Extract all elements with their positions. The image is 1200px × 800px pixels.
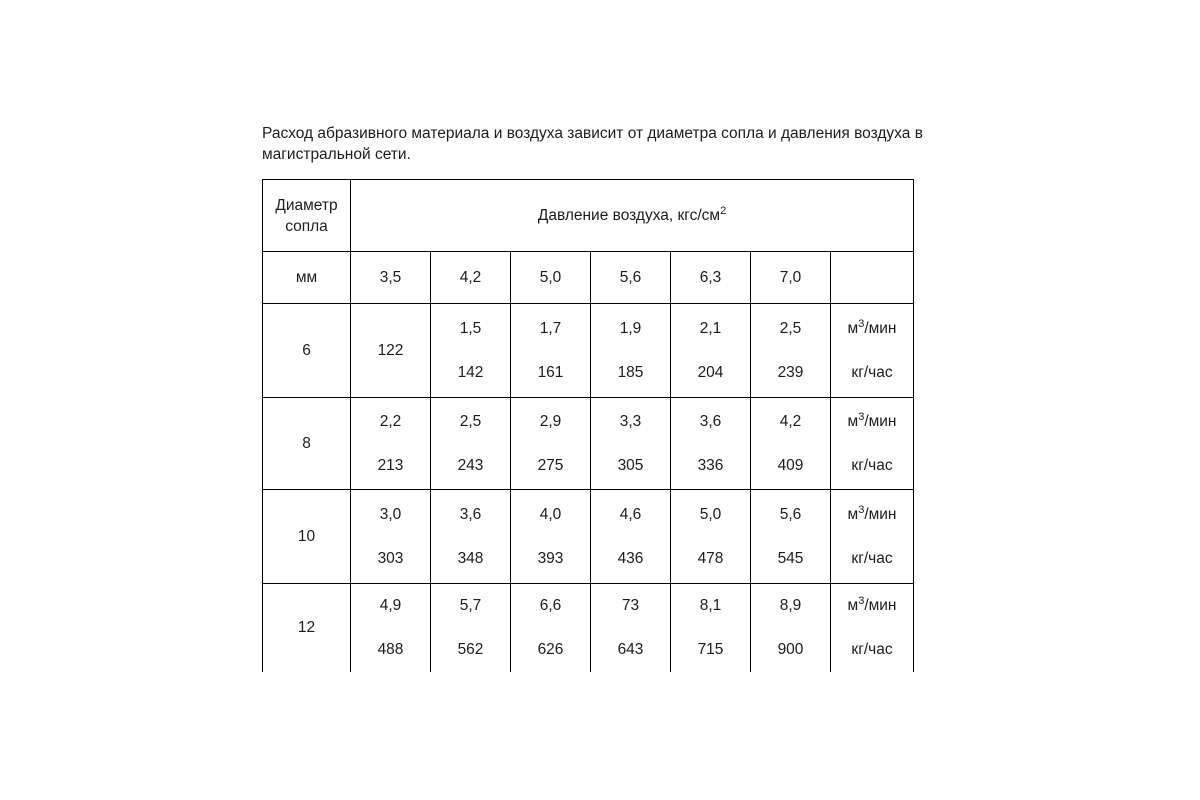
flow-unit-label: $м^3$/мин: [847, 594, 897, 614]
flow-unit-superscript: 3: [858, 503, 865, 516]
pressure-value-cell: 5,0: [511, 252, 591, 304]
units-cell: [831, 584, 914, 673]
pressure-header-cell: [351, 180, 914, 252]
table-row-diameter-6: [263, 304, 914, 398]
value-cell: [591, 304, 671, 398]
mass-unit-label: кг/час: [851, 641, 893, 658]
diameter-header-line1: Диаметр: [275, 196, 338, 214]
flow-value: 2,5: [459, 412, 482, 430]
units-cell: [831, 304, 914, 398]
flow-value: 3,6: [459, 505, 482, 523]
pressure-values-row: [263, 252, 914, 304]
intro-paragraph: [262, 123, 923, 165]
mass-value: 213: [377, 456, 404, 474]
diameter-cell: 8: [263, 398, 351, 490]
flow-value: 8,1: [699, 597, 722, 614]
consumption-table: [262, 179, 914, 672]
mass-value: 393: [537, 549, 564, 567]
flow-value: 2,9: [539, 412, 562, 430]
mass-value: 185: [617, 363, 644, 381]
pressure-value-cell: 7,0: [751, 252, 831, 304]
flow-value: 1,9: [619, 319, 642, 337]
value-cell: [351, 584, 431, 673]
value-cell: [431, 584, 511, 673]
mass-value: 488: [377, 641, 404, 658]
intro-line-1: Расход абразивного материала и воздуха зависит от диаметра сопла и давления воздуха в: [262, 125, 923, 142]
mass-value: 715: [697, 641, 724, 658]
pressure-value-cell: 3,5: [351, 252, 431, 304]
value-cell: [431, 398, 511, 490]
diameter-cell: 10: [263, 490, 351, 584]
value-cell: [511, 584, 591, 673]
mass-value: 142: [457, 363, 484, 381]
flow-value: 4,2: [779, 412, 802, 430]
single-value: 122: [377, 341, 404, 359]
mass-value: 239: [777, 363, 804, 381]
value-cell: [591, 398, 671, 490]
mass-value: 409: [777, 456, 804, 474]
mass-value: 900: [777, 641, 804, 658]
value-cell: [671, 398, 751, 490]
mass-value: 305: [617, 456, 644, 474]
diameter-cell: 12: [263, 584, 351, 673]
mass-value: 545: [777, 549, 804, 567]
value-cell: [431, 490, 511, 584]
mm-unit-cell: мм: [263, 252, 351, 304]
flow-unit-label: $м^3$/мин: [847, 503, 897, 523]
pressure-header-label: Давление воздуха, кгс/см: [537, 206, 721, 224]
value-cell: [751, 584, 831, 673]
flow-value: 5,7: [459, 597, 482, 614]
flow-value: 3,0: [379, 505, 402, 523]
value-cell: [591, 584, 671, 673]
value-cell: [751, 304, 831, 398]
flow-value: 4,0: [539, 505, 562, 523]
value-cell: [671, 584, 751, 673]
value-cell: [511, 398, 591, 490]
empty-cell: [831, 252, 914, 304]
flow-unit-superscript: 3: [858, 317, 865, 330]
flow-value: 4,9: [379, 597, 402, 614]
mass-value: 478: [697, 549, 724, 567]
mass-unit-label: кг/час: [851, 456, 893, 474]
flow-value: 1,7: [539, 319, 562, 337]
flow-value: 5,0: [699, 505, 722, 523]
flow-unit-superscript: 3: [858, 410, 865, 423]
diameter-cell: 6: [263, 304, 351, 398]
table-row-diameter-8: [263, 398, 914, 490]
mass-value: 336: [697, 456, 724, 474]
flow-value: 6,6: [539, 597, 562, 614]
flow-value: 73: [621, 597, 640, 614]
flow-value: 1,5: [459, 319, 482, 337]
flow-value: 5,6: [779, 505, 802, 523]
flow-value: 3,3: [619, 412, 642, 430]
mass-value: 243: [457, 456, 484, 474]
diameter-header-cell: [263, 180, 351, 252]
flow-value: 2,1: [699, 319, 722, 337]
mass-value: 275: [537, 456, 564, 474]
mass-value: 204: [697, 363, 724, 381]
mass-value: 348: [457, 549, 484, 567]
diameter-header-line2: сопла: [285, 217, 328, 235]
units-cell: [831, 398, 914, 490]
flow-value: 2,2: [379, 412, 402, 430]
mass-value: 436: [617, 549, 644, 567]
value-cell: [431, 304, 511, 398]
mass-value: 643: [617, 641, 644, 658]
mass-value: 303: [377, 549, 404, 567]
value-cell: [751, 398, 831, 490]
flow-unit-label: $м^3$/мин: [847, 317, 897, 337]
mass-value: 161: [537, 363, 564, 381]
table-row-diameter-12: [263, 584, 914, 673]
units-cell: [831, 490, 914, 584]
flow-unit-label: $м^3$/мин: [847, 410, 897, 430]
value-cell: [591, 490, 671, 584]
value-cell: [671, 490, 751, 584]
value-cell: [351, 304, 431, 398]
pressure-value-cell: 5,6: [591, 252, 671, 304]
flow-value: 8,9: [779, 597, 802, 614]
value-cell: [671, 304, 751, 398]
flow-unit-superscript: 3: [858, 594, 865, 607]
table-header-row: [263, 180, 914, 252]
flow-value: 2,5: [779, 319, 802, 337]
pressure-header-superscript: 2: [720, 204, 727, 217]
mass-value: 562: [457, 641, 484, 658]
pressure-value-cell: 6,3: [671, 252, 751, 304]
pressure-value-cell: 4,2: [431, 252, 511, 304]
value-cell: [511, 304, 591, 398]
mass-value: 626: [537, 641, 564, 658]
flow-value: 4,6: [619, 505, 642, 523]
mass-unit-label: кг/час: [851, 363, 893, 381]
value-cell: [511, 490, 591, 584]
value-cell: [751, 490, 831, 584]
table-row-diameter-10: [263, 490, 914, 584]
mass-unit-label: кг/час: [851, 549, 893, 567]
intro-line-2: магистральной сети.: [262, 146, 411, 163]
value-cell: [351, 398, 431, 490]
value-cell: [351, 490, 431, 584]
flow-value: 3,6: [699, 412, 722, 430]
